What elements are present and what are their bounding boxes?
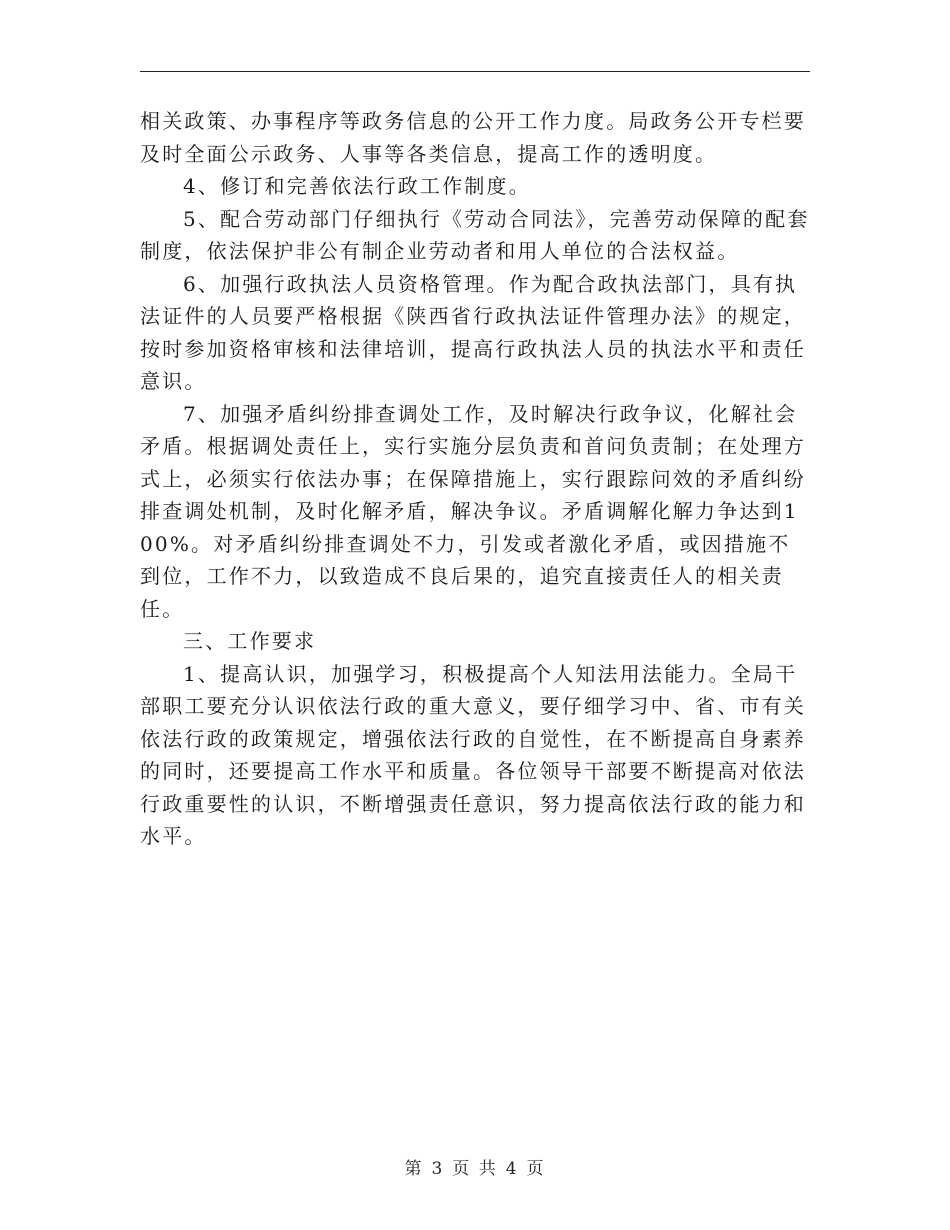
paragraph: 6、加强行政执法人员资格管理。作为配合政执法部门，具有执法证件的人员要严格根据《陕西省行政执法证件管理办法》的规定，按时参加资格审核和法律培训，提高行政执法人员的执法水平和责任意识。 <box>140 271 806 393</box>
section-heading: 三、工作要求 <box>183 629 317 653</box>
footer-middle: 页 共 <box>452 1159 498 1179</box>
page-footer <box>0 1154 950 1179</box>
paragraph: 5、配合劳动部门仔细执行《劳动合同法》，完善劳动保障的配套制度，依法保护非公有制企业劳动者和用人单位的合法权益。 <box>140 206 810 263</box>
paragraph: 相关政策、办事程序等政务信息的公开工作力度。局政务公开专栏要及时全面公示政务、人事等各类信息，提高工作的透明度。 <box>140 109 806 166</box>
footer-total-pages: 4 <box>505 1159 519 1179</box>
paragraph: 4、修订和完善依法行政工作制度。 <box>183 174 531 198</box>
footer-current-page: 3 <box>431 1159 445 1179</box>
footer-suffix: 页 <box>526 1159 546 1179</box>
document-body <box>140 105 812 853</box>
header-rule <box>140 71 810 72</box>
footer-prefix: 第 <box>404 1159 424 1179</box>
paragraph: 1、提高认识，加强学习，积极提高个人知法用法能力。全局干部职工要充分认识依法行政的重大意义，要仔细学习中、省、市有关依法行政的政策规定，增强依法行政的自觉性，在不断提高自身素养的同时，还要提高工作水平和质量。各位领导干部要不断提高对依法行政重要性的认识，不断增强责任意识，努力提高依法行政的能力和水平。 <box>140 661 806 848</box>
paragraph: 7、加强矛盾纠纷排查调处工作，及时解决行政争议，化解社会矛盾。根据调处责任上，实行实施分层负责和首问负责制；在处理方式上，必须实行依法办事；在保障措施上，实行跟踪问效的矛盾纠纷排查调处机制，及时化解矛盾，解决争议。矛盾调解化解力争达到100%。对矛盾纠纷排查调处不力，引发或者激化矛盾，或因措施不到位，工作不力，以致造成不良后果的，追究直接责任人的相关责任。 <box>140 401 806 621</box>
